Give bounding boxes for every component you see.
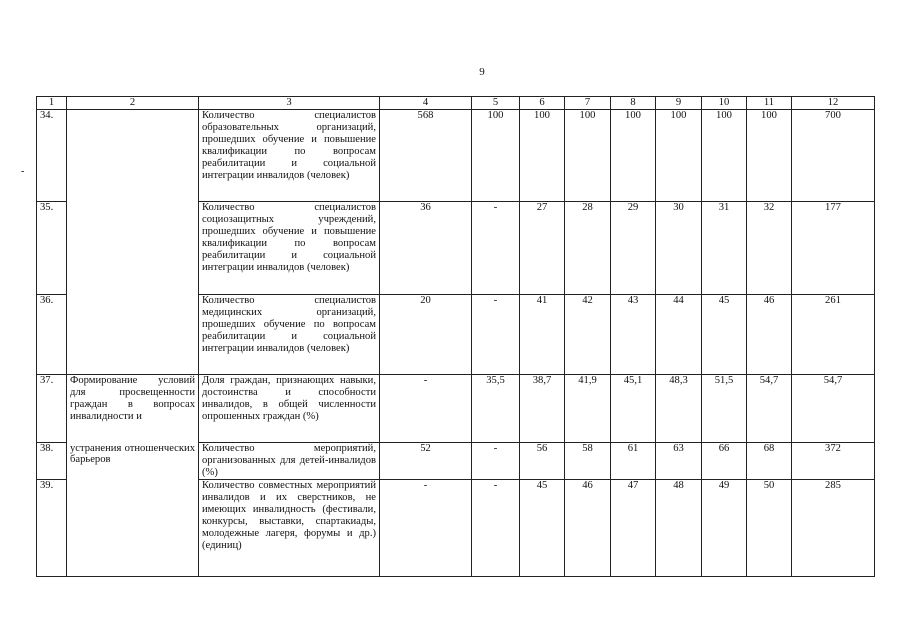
header-cell: 5 [472,97,520,110]
value-cell: 41 [520,295,565,375]
header-cell: 4 [380,97,472,110]
value-cell: 46 [747,295,792,375]
value-cell: 100 [565,110,611,202]
value-cell: 45,1 [611,375,656,443]
value-cell: 100 [611,110,656,202]
value-cell: 38,7 [520,375,565,443]
header-cell: 6 [520,97,565,110]
value-cell: 100 [520,110,565,202]
value-cell: 261 [792,295,875,375]
value-cell: 100 [702,110,747,202]
value-cell: 372 [792,443,875,480]
goal-cell [67,110,199,375]
indicator-cell: Количество специалистов медицинских организаций, прошедших обучение по вопросам реабилитации и социальной интеграции инвалидов (человек) [199,295,380,375]
value-cell: 49 [702,480,747,577]
value-cell: 31 [702,202,747,295]
header-cell: 3 [199,97,380,110]
row-number: 37. [37,375,67,443]
table-row [37,110,875,202]
header-cell: 9 [656,97,702,110]
value-cell: - [472,480,520,577]
table-row [37,375,875,443]
value-cell: 52 [380,443,472,480]
indicator-cell: Количество специалистов образовательных организаций, прошедших обучение и повышение квалификации по вопросам реабилитации и социальной интеграции инвалидов (человек) [199,110,380,202]
value-cell: - [380,375,472,443]
value-cell: 58 [565,443,611,480]
value-cell: 50 [747,480,792,577]
goal-cell: устранения отношенческих барьеров [67,443,199,577]
header-cell: 1 [37,97,67,110]
value-cell: - [472,443,520,480]
value-cell: 32 [747,202,792,295]
header-cell: 11 [747,97,792,110]
goal-cell: Формирование условий для просвещенности граждан в вопросах инвалидности и [67,375,199,443]
value-cell: 51,5 [702,375,747,443]
value-cell: 285 [792,480,875,577]
row-number: 34. [37,110,67,202]
value-cell: 54,7 [747,375,792,443]
value-cell: 45 [520,480,565,577]
value-cell: 54,7 [792,375,875,443]
value-cell: 47 [611,480,656,577]
indicator-cell: Доля граждан, признающих навыки, достоинства и способности инвалидов, в общей численности опрошенных граждан (%) [199,375,380,443]
row-number: 39. [37,480,67,577]
indicator-cell: Количество мероприятий, организованных для детей-инвалидов (%) [199,443,380,480]
indicators-table [36,96,875,577]
value-cell: 46 [565,480,611,577]
value-cell: 44 [656,295,702,375]
value-cell: 100 [747,110,792,202]
header-cell: 10 [702,97,747,110]
indicator-cell: Количество совместных мероприятий инвалидов и их сверстников, не имеющих инвалидность (фестивали, конкурсы, выставки, спартакиады, молодежные лагеря, форумы и др.) (единиц) [199,480,380,577]
value-cell: 68 [747,443,792,480]
value-cell: 700 [792,110,875,202]
value-cell: 30 [656,202,702,295]
value-cell: 29 [611,202,656,295]
value-cell: 42 [565,295,611,375]
value-cell: 61 [611,443,656,480]
page-number: 9 [479,66,485,78]
value-cell: 28 [565,202,611,295]
value-cell: 66 [702,443,747,480]
value-cell: - [380,480,472,577]
header-cell: 8 [611,97,656,110]
margin-mark: - [21,166,25,177]
value-cell: 48 [656,480,702,577]
value-cell: 63 [656,443,702,480]
value-cell: 100 [656,110,702,202]
header-cell: 12 [792,97,875,110]
row-number: 35. [37,202,67,295]
value-cell: 48,3 [656,375,702,443]
value-cell: 27 [520,202,565,295]
header-cell: 7 [565,97,611,110]
value-cell: 36 [380,202,472,295]
row-number: 36. [37,295,67,375]
value-cell: 45 [702,295,747,375]
value-cell: 56 [520,443,565,480]
value-cell: 43 [611,295,656,375]
value-cell: 35,5 [472,375,520,443]
value-cell: 568 [380,110,472,202]
value-cell: 100 [472,110,520,202]
value-cell: 177 [792,202,875,295]
table-row [37,443,875,480]
indicator-cell: Количество специалистов социозащитных учреждений, прошедших обучение и повышение квалификации по вопросам реабилитации и социальной интеграции инвалидов (человек) [199,202,380,295]
value-cell: - [472,295,520,375]
header-cell: 2 [67,97,199,110]
value-cell: - [472,202,520,295]
table-header-row [37,97,875,110]
row-number: 38. [37,443,67,480]
value-cell: 20 [380,295,472,375]
value-cell: 41,9 [565,375,611,443]
